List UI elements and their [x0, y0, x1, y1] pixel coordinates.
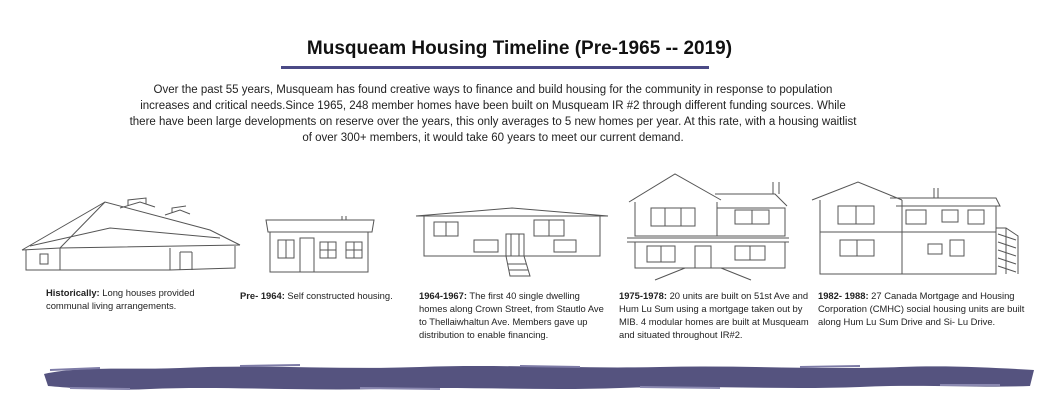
caption-text: 20 units are built on 51st Ave and Hum Lu Sum using a mortgage taken out by MIB. 4 modular homes are built at Musqueam and situated throughout IR#2.	[619, 290, 809, 340]
longhouse-icon	[20, 190, 242, 275]
ranch-house-icon	[414, 206, 610, 280]
small-house-icon	[264, 214, 376, 274]
caption-label: Historically:	[46, 287, 100, 298]
brush-stroke-divider	[40, 358, 1038, 399]
caption-text: Long houses provided communal living arrangements.	[46, 287, 195, 311]
caption-label: Pre- 1964:	[240, 290, 285, 301]
intro-paragraph: Over the past 55 years, Musqueam has found creative ways to finance and build housing for the community in response to population increases and critical needs.Since 1965, 248 member homes have been built on Musqueam IR #2 through different funding sources. While there have been large developments on reserve over the years, this only averages to 5 new homes per year. At this rate, with a housing waitlist of over 300+ members, it would take 60 years to meet our current demand.	[129, 84, 857, 144]
split-level-house-icon	[810, 180, 1022, 278]
caption-label: 1982- 1988:	[818, 290, 869, 301]
page-title: Musqueam Housing Timeline (Pre-1965 -- 2019)	[306, 38, 733, 59]
timeline-caption-1975-1978	[619, 289, 809, 341]
two-storey-house-icon	[625, 172, 793, 282]
timeline-caption-1964-1967	[419, 289, 609, 341]
caption-text: 27 Canada Mortgage and Housing Corporation (CMHC) social housing units are built along Hum Lu Sum Drive and Si- Lu Drive.	[818, 290, 1025, 327]
caption-label: 1975-1978:	[619, 290, 667, 301]
timeline-caption-1982-1988	[818, 289, 1030, 328]
timeline-caption-pre-1964	[240, 289, 416, 302]
caption-text: Self constructed housing.	[284, 290, 393, 301]
caption-text: The first 40 single dwelling homes along Crown Street, from Stautlo Ave to Thellaiwhaltun Ave. Members gave up distribution to enable financing.	[419, 290, 604, 340]
timeline-caption-historically	[46, 286, 221, 312]
caption-label: 1964-1967:	[419, 290, 467, 301]
title-underline	[281, 66, 709, 69]
